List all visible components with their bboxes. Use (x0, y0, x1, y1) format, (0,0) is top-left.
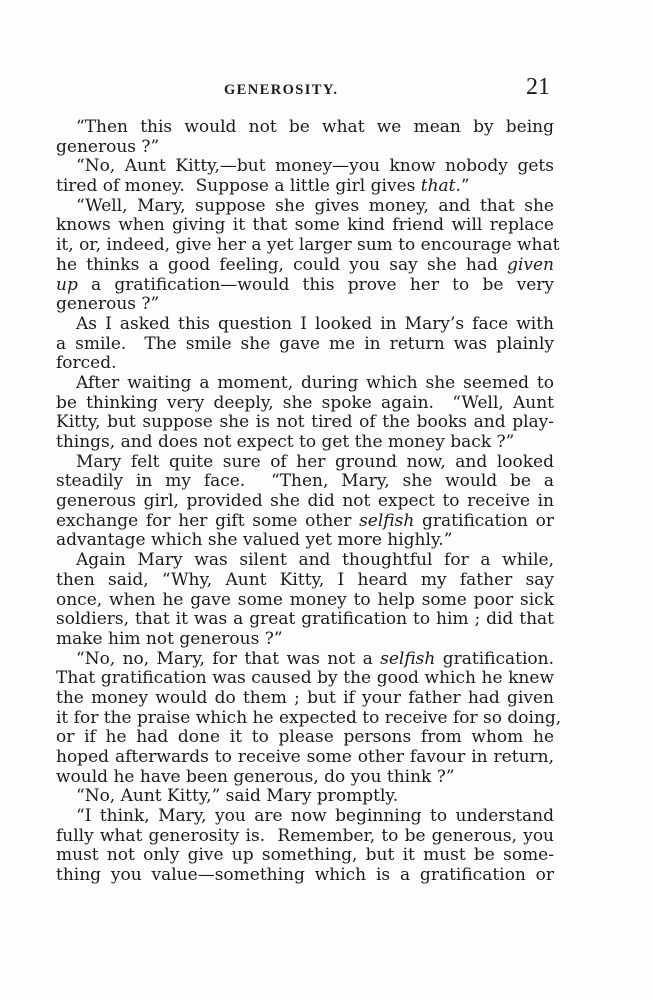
italic-text: selfish (380, 648, 436, 669)
text-line (56, 433, 554, 453)
text-segment: Mary felt quite sure of her ground now, and looked (76, 451, 554, 472)
text-line (56, 707, 562, 729)
text-segment: generous girl, provided she did not expect to receive in (56, 491, 554, 512)
text-segment: Again Mary was silent and thoughtful for a while, (76, 550, 554, 571)
text-line (56, 157, 554, 177)
text-line (56, 846, 554, 866)
text-segment: knows when giving it that some kind friend will replace (56, 215, 554, 236)
text-line (56, 650, 554, 670)
text-segment: gratification. (435, 648, 554, 669)
text-segment: tired of money. Suppose a little girl gives (56, 176, 421, 197)
text-line (56, 866, 554, 886)
italic-text: that. (420, 176, 461, 197)
text-line (56, 571, 554, 591)
text-line (56, 413, 554, 433)
text-line (56, 197, 554, 217)
page-number: 21 (526, 74, 550, 100)
body-text (56, 117, 562, 886)
running-head (38, 74, 550, 104)
text-line (56, 768, 554, 788)
text-line (56, 787, 554, 807)
text-segment: then said, “Why, Aunt Kitty, I heard my father say (56, 569, 554, 590)
text-segment: things, and does not expect to get the money back ?” (56, 432, 515, 452)
text-segment: once, when he gave some money to help some poor sick (56, 589, 554, 610)
text-segment: soldiers, that it was a great gratification to him ; did that (56, 609, 554, 630)
text-segment: After waiting a moment, during which she seemed to (76, 372, 554, 393)
text-segment: exchange for her gift some other (56, 510, 360, 531)
text-line (56, 256, 554, 276)
text-line (56, 235, 560, 256)
text-segment: “No, Aunt Kitty,” said Mary promptly. (76, 786, 399, 807)
text-line (56, 827, 554, 847)
text-line (56, 394, 554, 414)
text-segment: advantage which she valued yet more highly.” (56, 530, 453, 551)
text-line (56, 315, 554, 335)
text-segment: hoped afterwards to receive some other favour in return, (56, 747, 554, 767)
text-segment: it for the praise which he expected to receive for so doing, (56, 707, 562, 728)
text-line (56, 472, 554, 492)
text-segment: ” (460, 176, 470, 197)
text-segment: make him not generous ?” (56, 628, 283, 649)
text-line (56, 728, 554, 748)
text-segment: be thinking very deeply, she spoke again. “Well, Aunt (56, 392, 554, 413)
text-segment: generous ?” (56, 136, 160, 157)
text-segment: must not only give up something, but it must be some- (56, 845, 554, 866)
text-segment: gratification or (414, 510, 554, 531)
text-line (56, 118, 554, 138)
text-line (56, 374, 554, 394)
text-line (56, 748, 554, 768)
text-segment: As I asked this question I looked in Mary’s face with (76, 313, 554, 334)
text-segment: thing you value—something which is a gratification or (56, 865, 554, 886)
text-segment: generous ?” (56, 294, 160, 315)
text-segment: steadily in my face. “Then, Mary, she would be a (56, 471, 554, 492)
text-segment: forced. (56, 353, 117, 374)
text-segment: or if he had done it to please persons from whom he (56, 727, 554, 748)
text-line (56, 689, 554, 709)
text-segment: “Well, Mary, suppose she gives money, and that she (76, 195, 554, 216)
text-line (56, 531, 554, 551)
text-line (56, 216, 554, 236)
text-line (56, 492, 554, 512)
text-line (56, 807, 554, 827)
text-line (56, 591, 554, 611)
text-line (56, 335, 554, 355)
text-segment: “I think, Mary, you are now beginning to understand (76, 806, 554, 827)
text-segment: “No, no, Mary, for that was not a (76, 648, 381, 669)
text-line (56, 295, 554, 315)
text-line (56, 610, 554, 630)
italic-text: selfish (359, 510, 415, 531)
text-segment: That gratification was caused by the good which he knew (56, 668, 554, 689)
text-segment: fully what generosity is. Remember, to be generous, you (56, 825, 554, 846)
text-line (56, 630, 554, 650)
text-line (56, 354, 554, 374)
italic-text: given (507, 254, 554, 275)
text-segment: a smile. The smile she gave me in return was plainly (56, 333, 554, 354)
text-line (56, 669, 554, 689)
text-line (56, 177, 554, 197)
text-segment: Kitty, but suppose she is not tired of the books and play- (56, 412, 554, 433)
text-line (56, 138, 554, 158)
italic-text: up (56, 274, 78, 295)
text-line (56, 551, 554, 571)
text-segment: it, or, indeed, give her a yet larger sum to encourage what (56, 235, 560, 256)
text-segment: the money would do them ; but if your father had given (56, 687, 554, 708)
text-segment: “Then this would not be what we mean by being (76, 117, 554, 137)
running-title: GENEROSITY. (224, 82, 339, 98)
text-line (56, 276, 554, 296)
text-segment: “No, Aunt Kitty,—but money—you know nobody gets (76, 156, 554, 177)
text-segment: would he have been generous, do you think ?” (56, 766, 455, 787)
text-line (56, 453, 554, 473)
text-segment: he thinks a good feeling, could you say she had (56, 254, 508, 275)
text-segment: a gratification—would this prove her to be very (77, 274, 554, 295)
text-line (56, 512, 554, 532)
